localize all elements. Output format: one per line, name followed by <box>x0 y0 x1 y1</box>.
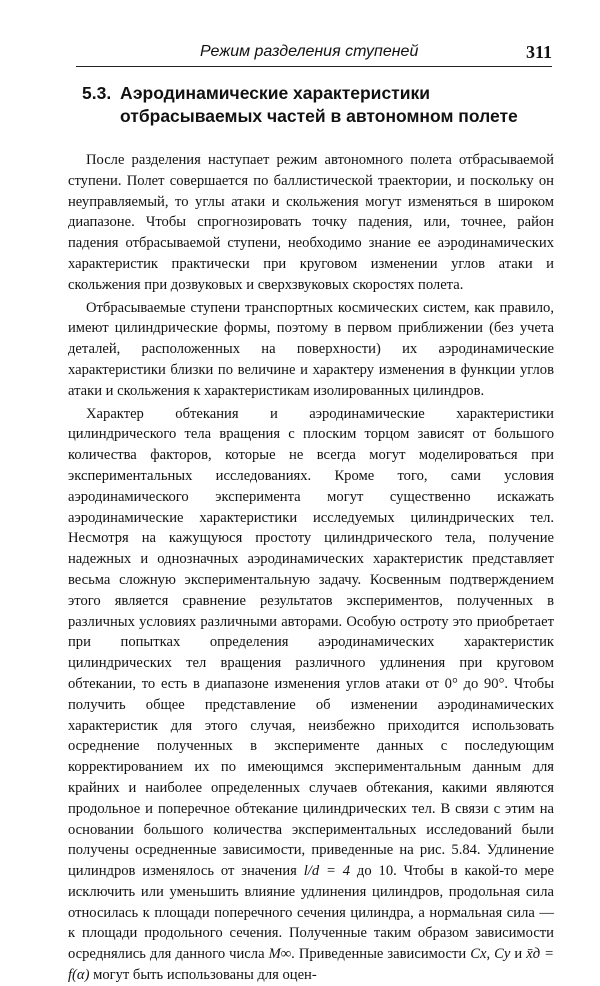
pressure-center-formula: x̄д = f(α) <box>68 946 554 984</box>
running-title: Режим разделения ступеней <box>200 43 419 60</box>
cy-symbol: Cy <box>494 946 511 963</box>
paragraph-3 <box>68 404 554 986</box>
section-title-line1 <box>82 82 552 105</box>
page-number: 311 <box>525 42 552 62</box>
paragraph-3-after-mach: . Приведенные зависимости <box>291 946 471 963</box>
section-number: 5.3. <box>82 83 112 103</box>
running-header <box>76 40 552 67</box>
paragraph-3-continued: до 10. Чтобы в какой-то мере исключить или уменьшить влияние удлинения цилиндров, продольная сила относилась к площади поперечного сечения цилиндра, а нормальная сила — к площади продольного сечения. Полученные таким образом зависимости осреднялись для данного числа <box>68 863 554 963</box>
symbol-separator: , <box>486 946 495 963</box>
paragraph-1: После разделения наступает режим автономного полета отбрасываемой ступени. Полет совершается по баллистической траектории, и поскольку он неуправляемый, то углы атаки и скольжения могут изменяться в широком диапазоне. Чтобы спрогнозировать точку падения, или, точнее, район падения отбрасываемой ступени, необходимо знание ее аэродинамических характеристик практически при круговом изменении углов атаки и скольжения при дозвуковых и сверхзвуковых скоростях полета. <box>68 152 554 293</box>
body-text <box>68 150 554 986</box>
paragraph-3-text: Характер обтекания и аэродинамические характеристики цилиндрического тела вращения с плоским торцом зависят от большого количества факторов, которые не всегда могут моделироваться при экспериментальных исследованиях. Кроме того, сами условия аэродинамического эксперимента могут существенно искажать аэродинамические характеристики исследуемых цилиндрических тел. Несмотря на кажущуюся простоту цилиндрического тела, получение надежных и однозначных аэродинамических характеристик представляет весьма сложную экспериментальную задачу. Косвенным подтверждением этого является сравнение результатов экспериментов, полученных в различных условиях различными авторами. Особую остроту это приобретает при попытках определения аэродинамических характеристик цилиндрических тел вращения различного удлинения при круговом обтекании, то есть в диапазоне изменения углов атаки от 0° до 90°. Чтобы получить общее представление об изменении аэродинамических характеристик для этого случая, неизбежно приходится использовать осреднение полученных в эксперименте данных с последующим корректированием их по имеющимся экспериментальным данным для крайних и наиболее определенных случаев обтекания, какими являются продольное и поперечное обтекание цилиндрических тел. В связи с этим на основании большого количества экспериментальных исследований были получены осредненные зависимости, приведенные на рис. 5.84. Удлинение цилиндров изменялось от значения <box>68 405 554 880</box>
and-word: и <box>510 946 527 963</box>
section-heading <box>82 82 552 128</box>
section-title-line2: отбрасываемых частей в автономном полете <box>120 106 518 126</box>
paragraph-2: Отбрасываемые ступени транспортных космических систем, как правило, имеют цилиндрические формы, поэтому в первом приближении (без учета деталей, расположенных на поверхности) их аэродинамические характеристики близки по величине и характеру изменения в функции углов атаки и скольжения к характеристикам изолированных цилиндров. <box>68 299 554 399</box>
mach-number-symbol: M∞ <box>268 946 292 963</box>
cx-symbol: Cx <box>470 946 487 963</box>
section-title-part1: Аэродинамические характеристики <box>120 83 431 103</box>
paragraph-3-end: могут быть использованы для оцен- <box>89 967 317 984</box>
elongation-formula: l/d = 4 <box>303 863 351 880</box>
